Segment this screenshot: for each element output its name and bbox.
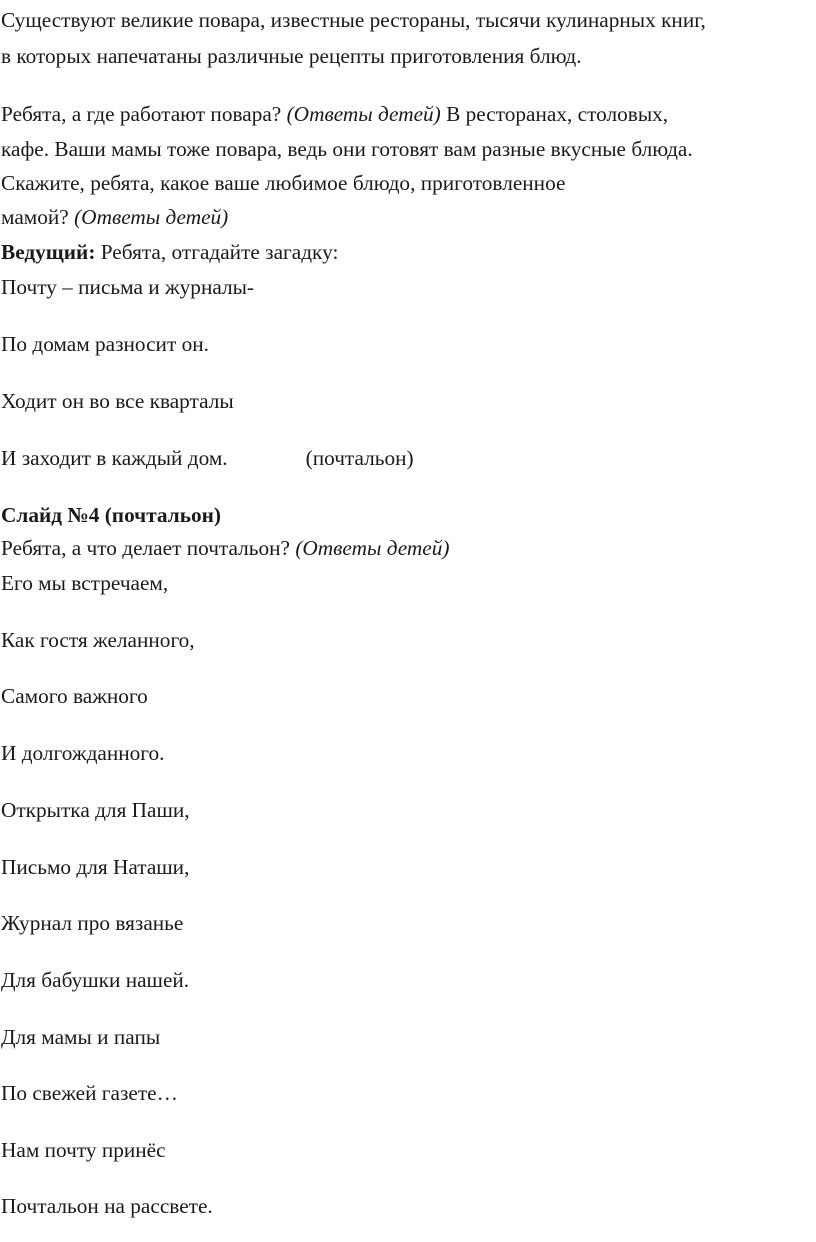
poem-line: Самого важного [1, 684, 148, 708]
cooks-question-line-4 [1, 207, 228, 228]
cooks-answer-note: (Ответы детей) [286, 102, 441, 126]
poem-line: Журнал про вязанье [1, 911, 184, 935]
host-label: Ведущий: [1, 240, 96, 264]
cooks-question-line-2: кафе. Ваши мамы тоже повара, ведь они готовят вам разные вкусные блюда. [1, 137, 693, 161]
cooks-question-tail: В ресторанах, столовых, [440, 102, 669, 126]
riddle-line-2: По домам разносит он. [1, 332, 209, 356]
intro-line-1: Существуют великие повара, известные рестораны, тысячи кулинарных книг, [1, 8, 706, 32]
poem-line: Письмо для Наташи, [1, 855, 190, 879]
poem-line: Его мы встречаем, [1, 571, 169, 595]
poem-line: Для мамы и папы [1, 1025, 161, 1049]
riddle-line-4 [1, 448, 414, 469]
host-line [1, 242, 338, 263]
riddle-line-4-text: И заходит в каждый дом. [1, 446, 228, 470]
poem-line: Для бабушки нашей. [1, 968, 190, 992]
poem-line: Нам почту принёс [1, 1138, 166, 1162]
slide-question [1, 538, 450, 559]
poem-line: По свежей газете… [1, 1081, 178, 1105]
host-text: Ребята, отгадайте загадку: [95, 240, 339, 264]
cooks-question-line-4-note: (Ответы детей) [74, 205, 229, 229]
cooks-question-lead: Ребята, а где работают повара? [1, 102, 287, 126]
slide-answer-note: (Ответы детей) [295, 536, 450, 560]
riddle-line-1: Почту – письма и журналы- [1, 275, 255, 299]
riddle-answer: (почтальон) [305, 446, 414, 470]
poem-line: Открытка для Паши, [1, 798, 190, 822]
slide-heading: Слайд №4 (почтальон) [1, 503, 221, 527]
cooks-question-line-3: Скажите, ребята, какое ваше любимое блюдо, приготовленное [1, 171, 566, 195]
poem-line: Как гостя желанного, [1, 628, 195, 652]
slide-question-text: Ребята, а что делает почтальон? [1, 536, 296, 560]
cooks-question-line-1 [1, 104, 668, 125]
cooks-question-line-4-text: мамой? [1, 205, 75, 229]
poem-line: И долгожданного. [1, 741, 165, 765]
poem-line: Почтальон на рассвете. [1, 1194, 213, 1218]
intro-line-2: в которых напечатаны различные рецепты приготовления блюд. [1, 44, 582, 68]
riddle-line-3: Ходит он во все кварталы [1, 389, 234, 413]
